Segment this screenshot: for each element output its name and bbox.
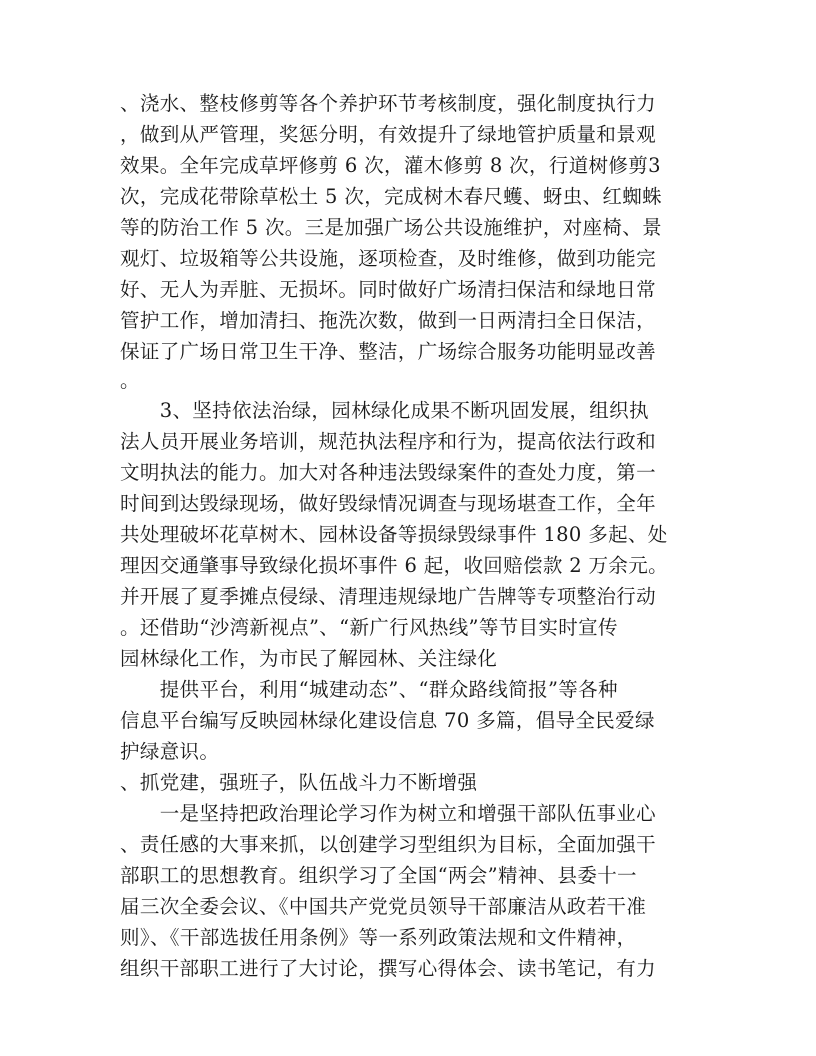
text-line: 等的防治工作 5 次。三是加强广场公共设施维护，对座椅、景: [120, 216, 662, 239]
text-line: 则》、《干部选拔任用条例》等一系列政策法规和文件精神，: [120, 926, 637, 949]
text-line: 时间到达毁绿现场，做好毁绿情况调查与现场堪查工作，全年: [120, 492, 656, 515]
text-line: 共处理破坏花草树木、园林设备等损绿毁绿事件 180 多起、处: [120, 523, 668, 546]
text-line: 。: [120, 369, 140, 392]
text-line: 法人员开展业务培训，规范执法程序和行为，提高依法行政和: [120, 430, 656, 453]
text-line: 组织干部职工进行了大讨论，撰写心得体会、读书笔记，有力: [120, 957, 656, 980]
text-line: 效果。全年完成草坪修剪 6 次，灌木修剪 8 次，行道树修剪3: [120, 154, 661, 177]
text-line: 一是坚持把政治理论学习作为树立和增强干部队伍事业心: [120, 802, 656, 825]
text-line: 理因交通肇事导致绿化损坏事件 6 起，收回赔偿款 2 万余元。: [120, 554, 668, 577]
text-line: 管护工作，增加清扫、拖洗次数，做到一日两清扫全日保洁，: [120, 309, 656, 332]
text-line: 、浇水、整枝修剪等各个养护环节考核制度，强化制度执行力: [120, 92, 656, 115]
text-line: 保证了广场日常卫生干净、整洁，广场综合服务功能明显改善: [120, 340, 656, 363]
text-line: 好、无人为弄脏、无损坏。同时做好广场清扫保洁和绿地日常: [120, 278, 656, 301]
text-line: 次，完成花带除草松土 5 次，完成树木春尺蠖、蚜虫、红蜘蛛: [120, 185, 662, 208]
text-line: 园林绿化工作，为市民了解园林、关注绿化: [120, 647, 498, 670]
text-line: 届三次全委会议、《中国共产党党员领导干部廉洁从政若干准: [120, 895, 647, 918]
section-heading: 、抓党建，强班子，队伍战斗力不断增强: [120, 771, 478, 794]
text-line: 信息平台编写反映园林绿化建设信息 70 多篇，倡导全民爱绿: [120, 709, 655, 732]
text-line: 。还借助“沙湾新视点”、“新广行风热线”等节目实时宣传: [120, 616, 618, 639]
text-line: ，做到从严管理，奖惩分明，有效提升了绿地管护质量和景观: [120, 123, 656, 146]
text-line: 3、坚持依法治绿，园林绿化成果不断巩固发展，组织执: [120, 399, 649, 422]
text-line: 观灯、垃圾箱等公共设施，逐项检查，及时维修，做到功能完: [120, 247, 656, 270]
text-line: 并开展了夏季摊点侵绿、清理违规绿地广告牌等专项整治行动: [120, 585, 656, 608]
text-line: 、责任感的大事来抓，以创建学习型组织为目标，全面加强干: [120, 833, 656, 856]
text-line: 提供平台，利用“城建动态”、“群众路线简报”等各种: [120, 678, 618, 701]
text-line: 文明执法的能力。加大对各种违法毁绿案件的查处力度，第一: [120, 461, 656, 484]
text-line: 护绿意识。: [120, 740, 220, 763]
text-line: 部职工的思想教育。组织学习了全国“两会”精神、县委十一: [120, 864, 637, 887]
